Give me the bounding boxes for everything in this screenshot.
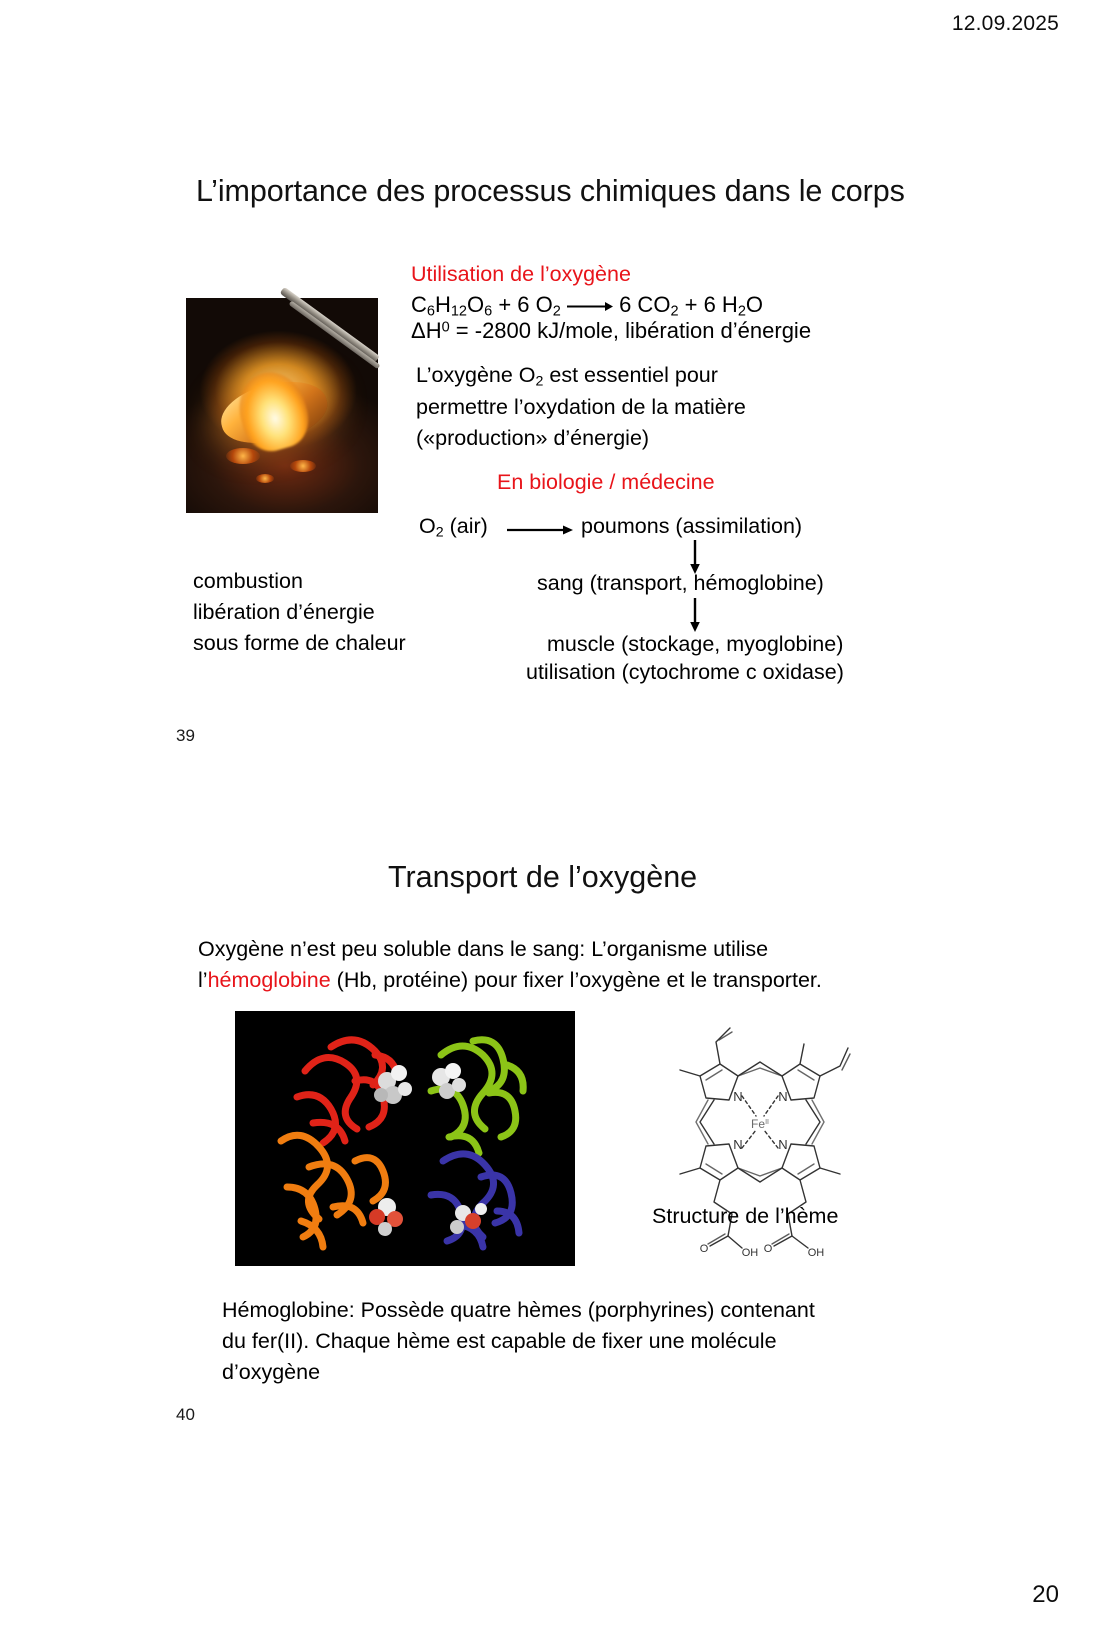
oxygen-role-paragraph bbox=[416, 360, 746, 453]
utilisation-oxygene-heading: Utilisation de l’oxygène bbox=[411, 262, 631, 286]
flow-source-label: $O_2$ (air) bbox=[419, 514, 488, 541]
hemoglobin-description-line-1: Hémoglobine: Possède quatre hèmes (porphyrines) contenant bbox=[222, 1298, 815, 1322]
combustion-caption-line-3: sous forme de chaleur bbox=[193, 631, 406, 656]
slide-1-number: 39 bbox=[176, 726, 195, 745]
oxygen-transport-intro bbox=[198, 934, 822, 996]
combustion-caption-line-2: libération d’énergie bbox=[193, 600, 375, 625]
intro-suffix: (Hb, protéine) pour fixer l’oxygène et le transporter. bbox=[330, 968, 822, 993]
heme-nitrogen-label: N bbox=[778, 1089, 788, 1104]
reaction-arrow-icon bbox=[567, 301, 613, 312]
combustion-caption bbox=[193, 566, 406, 660]
ember bbox=[290, 460, 316, 472]
oxygen-role-line-3: («production» d’énergie) bbox=[416, 425, 650, 450]
heme-oxygen-label: O bbox=[699, 1243, 709, 1255]
heme-iron-label: $Fe^{II}$ bbox=[751, 1117, 769, 1131]
heme-oxygen-label: O bbox=[763, 1243, 773, 1255]
hemoglobin-description-line-2: du fer(II). Chaque hème est capable de fixer une molécule bbox=[222, 1329, 777, 1354]
flow-arrow-down-icon bbox=[689, 540, 701, 574]
flow-step-poumons: poumons (assimilation) bbox=[581, 514, 803, 538]
document-date: 12.09.2025 bbox=[951, 12, 1059, 35]
heme-structure-caption: Structure de l’hème bbox=[652, 1204, 839, 1228]
intro-line-1: Oxygène n’est peu soluble dans le sang: L’organisme utilise bbox=[198, 937, 769, 961]
hemoglobin-ribbon-diagram bbox=[235, 1011, 575, 1266]
heme-hydroxyl-label: OH bbox=[807, 1247, 825, 1259]
flow-step-muscle: muscle (stockage, myoglobine) bbox=[547, 632, 844, 656]
combustion-photo bbox=[186, 298, 378, 513]
hemoglobin-structure-photo bbox=[235, 1011, 575, 1266]
flow-step-sang: sang (transport, hémoglobine) bbox=[537, 571, 824, 595]
heme-nitrogen-label: N bbox=[733, 1137, 743, 1152]
slide-2-title: Transport de l’oxygène bbox=[388, 860, 698, 894]
ember bbox=[256, 474, 274, 483]
intro-line-2 bbox=[198, 965, 822, 996]
heme-nitrogen-label: N bbox=[733, 1089, 743, 1104]
hemoglobin-description bbox=[222, 1295, 815, 1389]
flow-arrow-down-icon bbox=[689, 598, 701, 632]
oxygen-role-line-1: L’oxygène $O_2$ est essentiel pour bbox=[416, 363, 718, 390]
biologie-medecine-heading: En biologie / médecine bbox=[497, 470, 715, 494]
document-page-number: 20 bbox=[1032, 1581, 1059, 1608]
flow-step-utilisation: utilisation (cytochrome c oxidase) bbox=[526, 660, 844, 684]
heme-hydroxyl-label: OH bbox=[741, 1247, 759, 1259]
hemoglobine-highlight: hémoglobine bbox=[207, 968, 331, 993]
heme-nitrogen-label: N bbox=[778, 1137, 788, 1152]
intro-prefix: l’ bbox=[198, 968, 208, 993]
enthalpy-line: $\Delta H^0 = -2800$ kJ/mole, libération d’énergie bbox=[411, 318, 812, 343]
ember bbox=[226, 448, 260, 464]
slide-2-number: 40 bbox=[176, 1405, 195, 1424]
slide-1 bbox=[0, 92, 1115, 772]
combustion-caption-line-1: combustion bbox=[193, 569, 303, 593]
combustion-equation: $C_6H_{12}O_6 + 6$ $O_2$ 6 $CO_2 + 6$ $H_2O$ bbox=[411, 292, 764, 320]
slide-2 bbox=[0, 800, 1115, 1460]
slide-1-title: L’importance des processus chimiques dans le corps bbox=[196, 174, 905, 208]
flow-arrow-right-icon bbox=[507, 524, 573, 536]
oxygen-role-line-2: permettre l’oxydation de la matière bbox=[416, 394, 746, 419]
hemoglobin-description-line-3: d’oxygène bbox=[222, 1360, 321, 1385]
